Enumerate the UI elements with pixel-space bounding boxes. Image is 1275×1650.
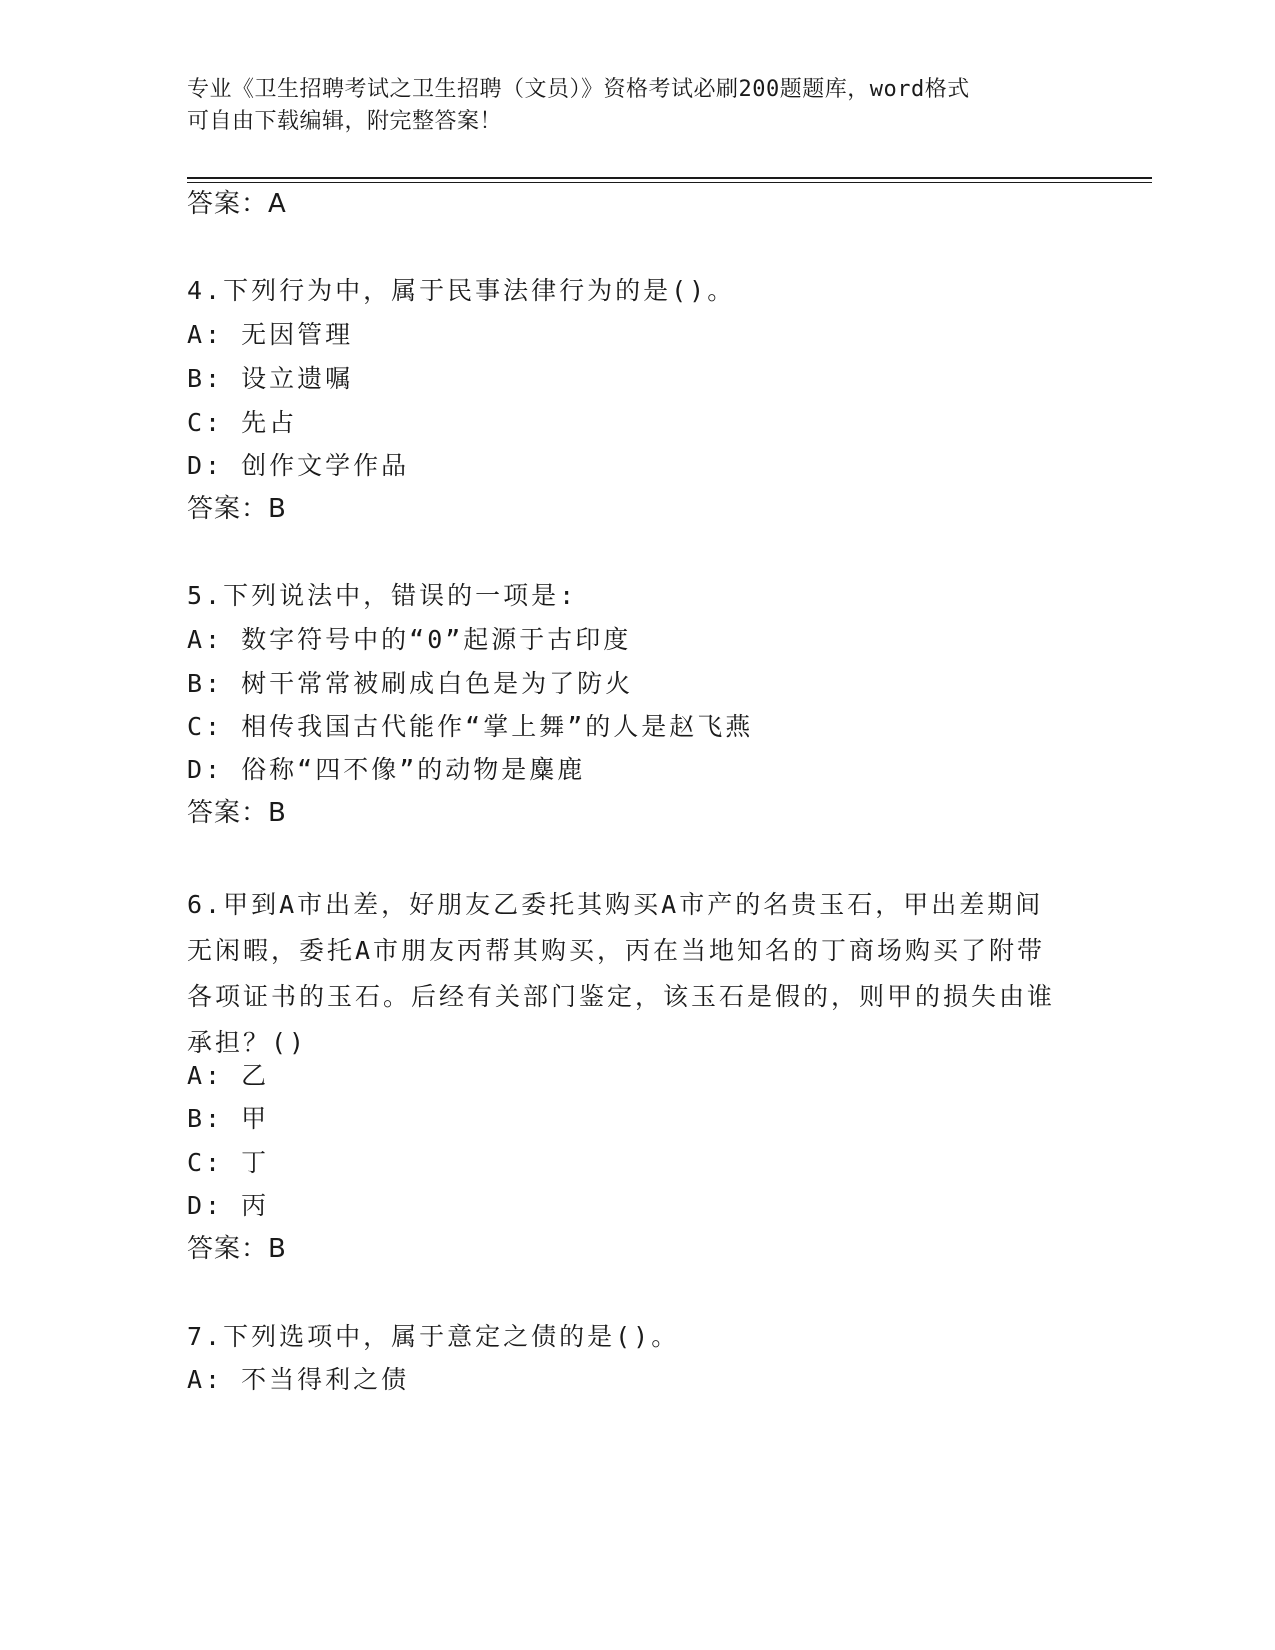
document-header xyxy=(187,74,1067,138)
question-4-option-d: D: 创作文学作品 xyxy=(187,451,410,480)
question-4-option-b: B: 设立遗嘱 xyxy=(187,364,354,393)
header-divider-thin xyxy=(187,182,1152,183)
question-5-option-d: D: 俗称“四不像”的动物是麋鹿 xyxy=(187,755,586,784)
question-7-text: 7.下列选项中，属于意定之债的是()。 xyxy=(187,1322,680,1351)
question-4-text: 4.下列行为中，属于民事法律行为的是()。 xyxy=(187,276,736,305)
answer-q5: 答案：B xyxy=(187,798,287,828)
question-5-text: 5.下列说法中，错误的一项是: xyxy=(187,581,578,610)
question-7-option-a: A: 不当得利之债 xyxy=(187,1365,410,1394)
question-5-option-c: C: 相传我国古代能作“掌上舞”的人是赵飞燕 xyxy=(187,712,754,741)
answer-q6: 答案：B xyxy=(187,1234,287,1264)
header-line-2: 可自由下载编辑，附完整答案！ xyxy=(187,109,503,134)
question-4-option-a: A: 无因管理 xyxy=(187,320,354,349)
header-divider xyxy=(187,177,1152,179)
question-5-option-b: B: 树干常常被刷成白色是为了防火 xyxy=(187,669,634,698)
question-6-option-c: C: 丁 xyxy=(187,1148,270,1177)
question-6-option-b: B: 甲 xyxy=(187,1104,270,1133)
answer-q3: 答案：A xyxy=(187,189,287,219)
question-6-option-a: A: 乙 xyxy=(187,1061,270,1090)
question-4-option-c: C: 先占 xyxy=(187,408,298,437)
header-line-1: 专业《卫生招聘考试之卫生招聘（文员）》资格考试必刷200题题库，word格式 xyxy=(187,77,970,102)
question-6-option-d: D: 丙 xyxy=(187,1191,270,1220)
question-5-option-a: A: 数字符号中的“0”起源于古印度 xyxy=(187,625,632,654)
answer-q4: 答案：B xyxy=(187,494,287,524)
question-6-text: 6.甲到A市出差，好朋友乙委托其购买A市产的名贵玉石，甲出差期间无闲暇，委托A市朋友丙帮其购买，丙在当地知名的丁商场购买了附带各项证书的玉石。后经有关部门鉴定，该玉石是假的，则甲的损失由谁承担？() xyxy=(187,890,1056,1057)
